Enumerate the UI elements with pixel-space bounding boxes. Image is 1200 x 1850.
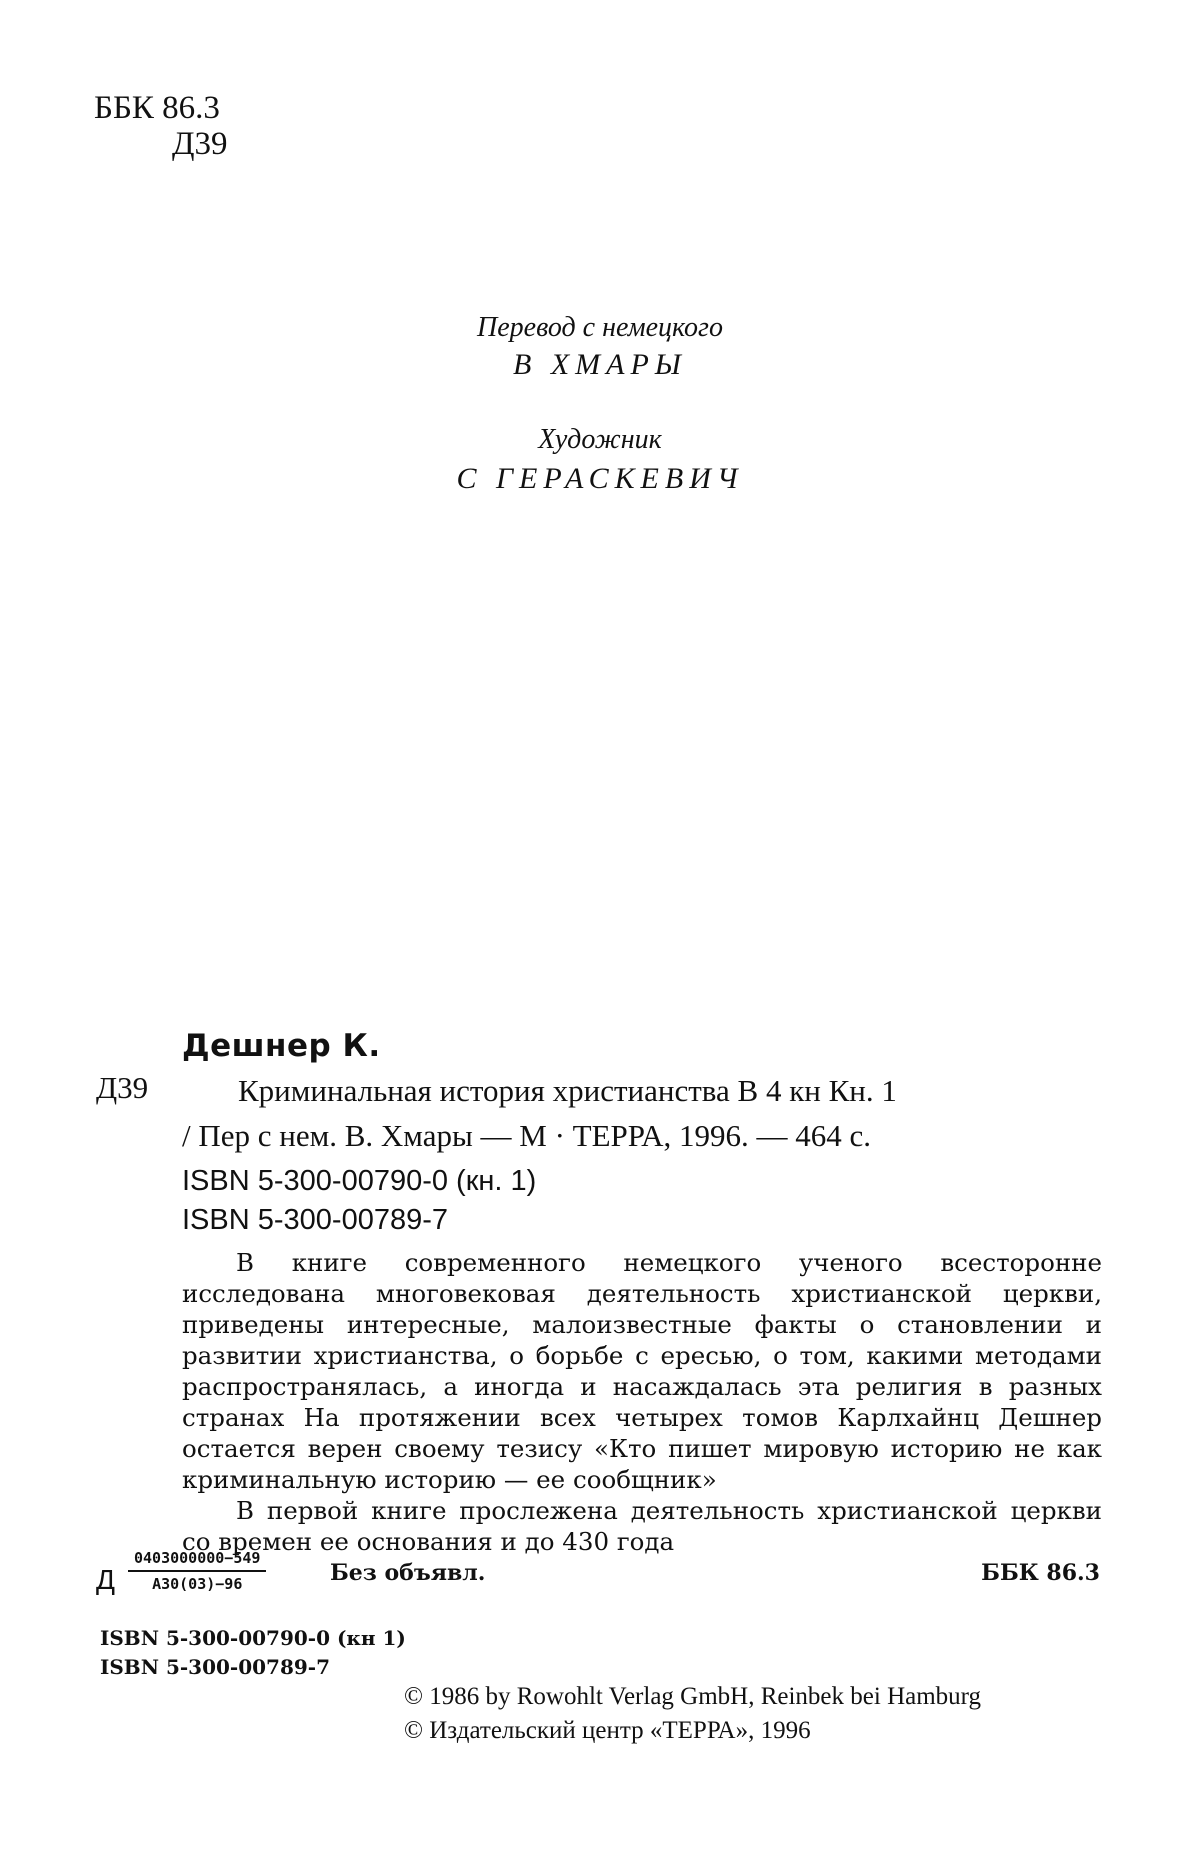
- index-letter: Д: [96, 1564, 115, 1595]
- copyright-original: © 1986 by Rowohlt Verlag GmbH, Reinbek bei Hamburg: [404, 1683, 982, 1710]
- translation-label: Перевод с немецкого: [477, 312, 723, 343]
- catalog-isbn-list: [182, 1162, 536, 1240]
- bbk-code-bottom: ББК 86.3: [981, 1560, 1100, 1586]
- bbk-code: ББК 86.3: [94, 90, 220, 126]
- no-advertisement-note: Без объявл.: [330, 1560, 486, 1586]
- isbn-bottom-volume: ISBN 5-300-00790-0 (кн 1): [100, 1626, 406, 1650]
- isbn-bottom-set: ISBN 5-300-00789-7: [100, 1655, 331, 1679]
- index-numerator: 0403000000−549: [128, 1548, 266, 1572]
- annotation-paragraph-2: В первой книге прослежена деятельность христианской церкви со времен ее основания и до 430 года: [182, 1496, 1102, 1556]
- artist-name: С ГЕРАСКЕВИЧ: [456, 462, 744, 495]
- isbn-volume: ISBN 5-300-00790-0 (кн. 1): [182, 1165, 537, 1197]
- annotation: [182, 1247, 1102, 1557]
- catalog-entry: [182, 1068, 1102, 1158]
- catalog-author: Дешнер К.: [182, 1028, 381, 1064]
- annotation-paragraph-1: В книге современного немецкого ученого всесторонне исследована многовековая деятельность христианской церкви, приведены интересные, малоизвестные факты о становлении и развитии христианства, о борьбе с ересью, о том, какими методами распространялась, а иногда и насаждалась эта религия в разных странах На протяжении всех четырех томов Карлхайнц Дешнер остается верен своему тезису «Кто пишет мировую историю не как криминальную историю — ее сообщник»: [182, 1248, 1102, 1494]
- index-denominator: А30(03)−96: [152, 1575, 243, 1593]
- isbn-bottom: [100, 1624, 406, 1682]
- author-sign: Д39: [172, 126, 228, 162]
- catalog-code: Д39: [96, 1070, 149, 1105]
- isbn-set: ISBN 5-300-00789-7: [182, 1204, 448, 1236]
- entry-imprint-line: / Пер с нем. В. Хмары — М · ТЕРРА, 1996. — 464 с.: [182, 1118, 871, 1153]
- copyright-block: [404, 1680, 981, 1748]
- artist-label: Художник: [538, 424, 662, 455]
- publication-index: [128, 1548, 266, 1594]
- entry-title-line: Криминальная история христианства В 4 кн Кн. 1: [238, 1073, 897, 1108]
- translator-name: В ХМАРЫ: [513, 348, 687, 381]
- bbk-index-top: [94, 90, 228, 162]
- copyright-translation: © Издательский центр «ТЕРРА», 1996: [404, 1717, 811, 1744]
